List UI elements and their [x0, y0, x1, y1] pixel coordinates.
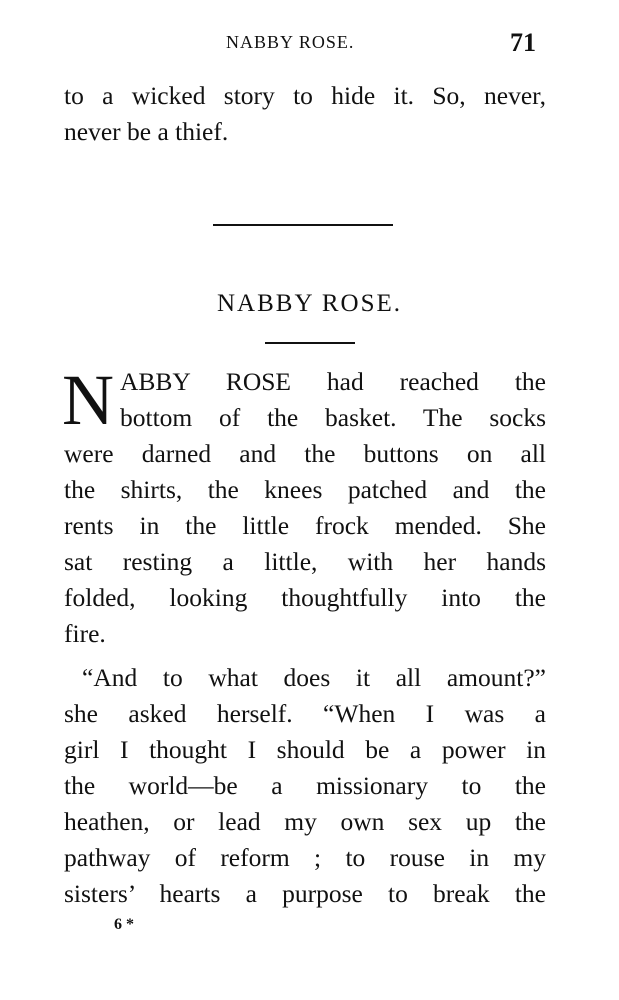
paragraph-2 [64, 660, 546, 912]
running-head [0, 28, 619, 58]
section-title: NABBY ROSE. [217, 290, 402, 317]
title-underline-rule [265, 342, 355, 344]
text-line: were darned and the buttons on all [64, 439, 546, 468]
text-line: sat resting a little, with her hands [64, 547, 546, 576]
text-line: sisters’ hearts a purpose to break the [64, 879, 546, 908]
previous-story-ending [64, 78, 546, 150]
text-line: pathway of reform ; to rouse in my [64, 843, 546, 872]
text-line: the shirts, the knees patched and the [64, 475, 546, 504]
page-number: 71 [510, 28, 536, 57]
text-line: never be a thief. [64, 117, 229, 146]
running-title: NABBY ROSE. [226, 32, 355, 52]
text-line: girl I thought I should be a power in [64, 735, 546, 764]
text-line: fire. [64, 619, 106, 648]
signature-mark: 6 * [114, 916, 134, 933]
section-divider-rule [213, 224, 393, 226]
text-line: folded, looking thoughtfully into the [64, 583, 546, 612]
text-line: ABBY ROSE had reached the [120, 367, 546, 396]
text-line: rents in the little frock mended. She [64, 511, 546, 540]
text-line: the world—be a missionary to the [64, 771, 546, 800]
drop-cap: N [62, 360, 114, 440]
text-line: “And to what does it all amount?” [82, 663, 546, 692]
text-line: to a wicked story to hide it. So, never, [64, 81, 546, 110]
text-line: bottom of the basket. The socks [120, 403, 546, 432]
paragraph-1 [62, 360, 546, 652]
text-line: she asked herself. “When I was a [64, 699, 546, 728]
text-line: heathen, or lead my own sex up the [64, 807, 546, 836]
